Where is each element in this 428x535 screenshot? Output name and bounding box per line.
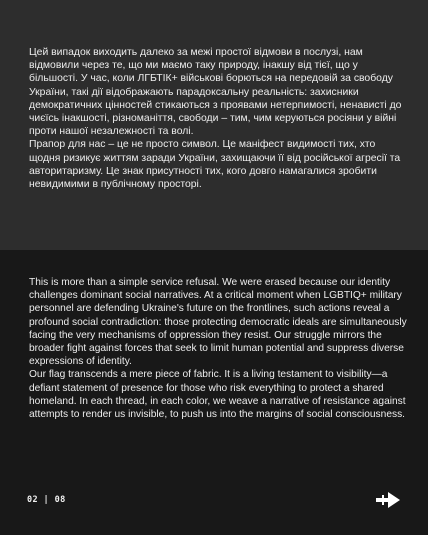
ukrainian-text-block bbox=[29, 46, 405, 191]
english-paragraph-1: This is more than a simple service refusal. We were erased because our identity challenges dominant social narratives. At a critical moment when LGBTIQ+ military personnel are defending Ukraine's future on the frontlines, such actions reveal a profound social contradiction: those protecting democratic ideals are simultaneously facing the very mechanisms of oppression they resist. Our struggle mirrors the broader fight against forces that seek to limit human potential and suppress diverse expressions of identity. bbox=[29, 277, 407, 368]
english-paragraph-2: Our flag transcends a mere piece of fabric. It is a living testament to visibility—a defiant statement of presence for those who risk everything to protect a shared homeland. In each thread, in each color, we weave a narrative of resistance against attempts to render us invisible, to push us into the margins of social consciousness. bbox=[29, 369, 406, 421]
english-text-block bbox=[29, 276, 407, 421]
slide-footer bbox=[0, 490, 428, 514]
arrow-right-icon-svg bbox=[376, 492, 400, 508]
ukrainian-paragraph-1: Цей випадок виходить далеко за межі простої відмови в послузі, нам відмовили через те, що ми маємо таку природу, інакшу від тієї, що у більшості. У час, коли ЛГБТІК+ військові борються на передовій за свободу України, такі дії відображають парадоксальну реальність: захисники демократичних цінностей стикаються з проявами нетерпимості, ненависті до чиєїсь інакшості, різноманіття, свободи – тим, чим керуються росіяни у війні проти нашої незалежності та волі. bbox=[29, 47, 402, 138]
ukrainian-paragraph-2: Прапор для нас – це не просто символ. Це маніфест видимості тих, хто щодня ризикує життям заради України, захищаючи її від російської агресії та авторитаризму. Це знак присутності тих, кого довго намагалися зробити невидимими в публічному просторі. bbox=[29, 139, 401, 191]
arrow-right-icon[interactable] bbox=[376, 492, 400, 508]
ukrainian-text-panel bbox=[0, 0, 428, 250]
page-indicator: 02 | 08 bbox=[27, 495, 66, 505]
